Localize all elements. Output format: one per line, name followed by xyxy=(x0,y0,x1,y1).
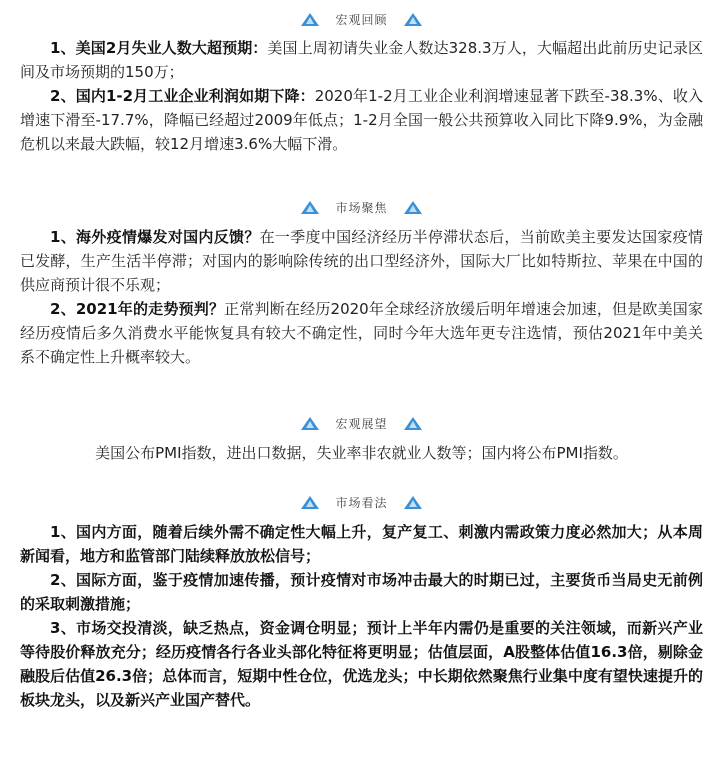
paragraph-text: 正常判断在经历2020年全球经济放缓后明年增速会加速，但是欧美国家经历疫情后多久消费水平能恢复具有较大不确定性，同时今年大选年更专注选情，预估2021年中美关系不确定性上升概率较大。 xyxy=(20,300,704,366)
paragraph xyxy=(20,297,703,369)
paragraph: 1、国内方面，随着后续外需不确定性大幅上升，复产复工、刺激内需政策力度必然加大；从本周新闻看，地方和监管部门陆续释放放松信号； xyxy=(20,523,703,565)
section-macro-outlook xyxy=(20,413,703,465)
paragraph xyxy=(20,225,703,297)
section-macro-review xyxy=(20,9,703,156)
section-title: 市场看法 xyxy=(335,495,388,510)
paragraph-lead: 1、海外疫情爆发对国内反馈？ xyxy=(50,228,260,246)
paragraph-text: 2020年1-2月工业企业利润增速显著下跌至-38.3%、收入增速下滑至-17.7%，降幅已经超过2009年低点；1-2月全国一般公共预算收入同比下降9.9%，为金融危机以来最大跌幅，较12月增速3.6%大幅下滑。 xyxy=(20,87,703,153)
triangle-icon xyxy=(404,201,422,214)
section-header xyxy=(20,9,703,29)
paragraph: 美国公布PMI指数，进出口数据，失业率非农就业人数等；国内将公布PMI指数。 xyxy=(95,444,628,462)
section-title: 宏观回顾 xyxy=(335,12,388,27)
triangle-icon xyxy=(404,496,422,509)
triangle-icon xyxy=(404,417,422,430)
paragraph-lead: 2、2021年的走势预判？ xyxy=(50,300,225,318)
section-title: 宏观展望 xyxy=(335,416,388,431)
triangle-icon xyxy=(404,13,422,26)
paragraph-lead: 2、国内1-2月工业企业利润如期下降： xyxy=(50,87,315,105)
paragraph-text: 在一季度中国经济经历半停滞状态后，当前欧美主要发达国家疫情已发酵，生产生活半停滞；对国内的影响除传统的出口型经济外，国际大厂比如特斯拉、苹果在中国的供应商预计很不乐观； xyxy=(20,228,703,294)
section-market-focus xyxy=(20,197,703,369)
section-title: 市场聚焦 xyxy=(335,200,388,215)
paragraph-lead: 1、美国2月失业人数大超预期： xyxy=(50,39,268,57)
section-header xyxy=(20,197,703,217)
triangle-icon xyxy=(301,496,319,509)
section-header xyxy=(20,492,703,512)
section-market-view xyxy=(20,492,703,712)
triangle-icon xyxy=(301,417,319,430)
paragraph xyxy=(20,36,703,84)
paragraph: 2、国际方面，鉴于疫情加速传播，预计疫情对市场冲击最大的时期已过，主要货币当局史无前例的采取刺激措施； xyxy=(20,571,703,613)
triangle-icon xyxy=(301,13,319,26)
triangle-icon xyxy=(301,201,319,214)
paragraph: 3、市场交投清淡，缺乏热点，资金调仓明显；预计上半年内需仍是重要的关注领域，而新兴产业等待股价释放充分；经历疫情各行各业头部化特征将更明显；估值层面，A股整体估值16.3倍，剔除金融股后估值26.3倍；总体而言，短期中性仓位，优选龙头；中长期依然聚焦行业集中度有望快速提升的板块龙头，以及新兴产业国产替代。 xyxy=(20,619,703,709)
paragraph xyxy=(20,84,703,156)
section-header xyxy=(20,413,703,433)
paragraph-text: 美国上周初请失业金人数达328.3万人，大幅超出此前历史记录区间及市场预期的150万； xyxy=(20,39,703,81)
